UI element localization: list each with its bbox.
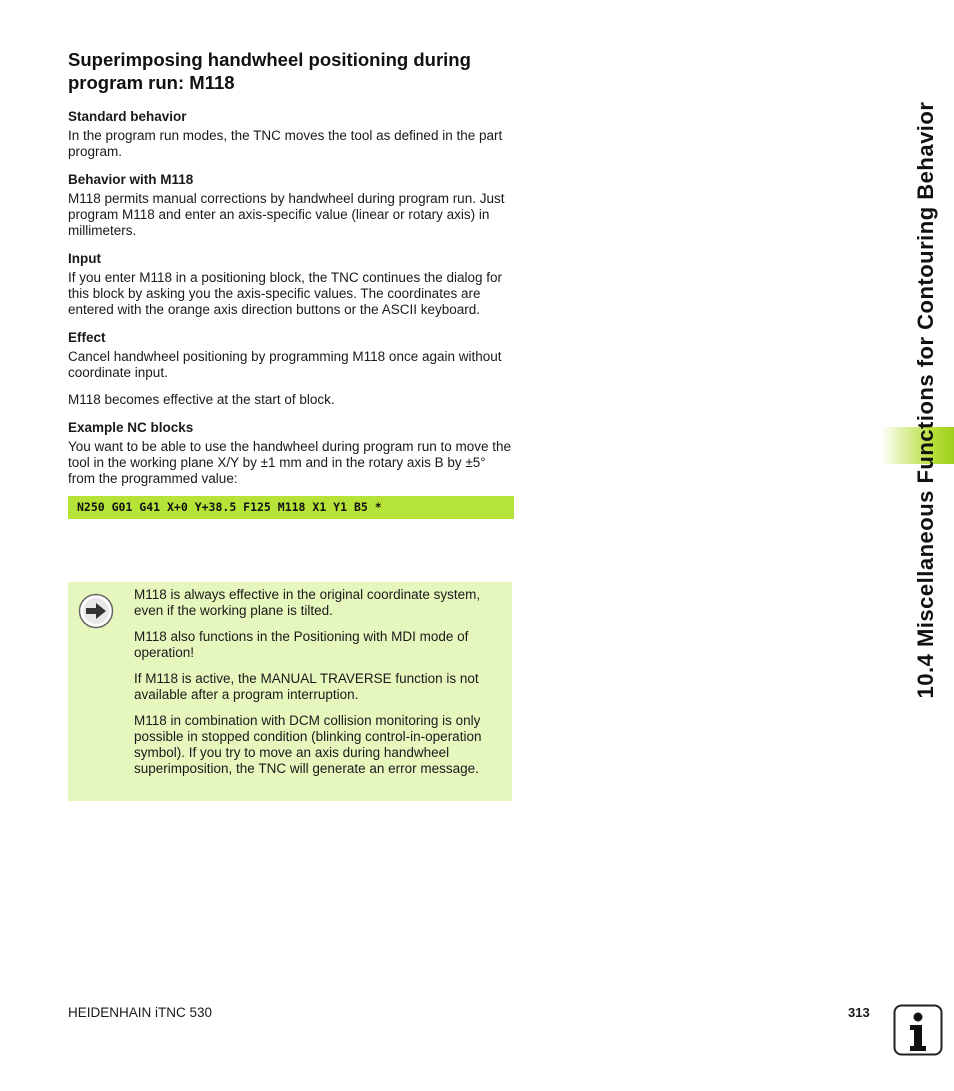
section-example-nc-blocks (68, 419, 514, 519)
note-paragraph: If M118 is active, the MANUAL TRAVERSE function is not available after a program interruption. (134, 671, 479, 702)
chapter-side-title: 10.4 Miscellaneous Functions for Contouring Behavior (913, 101, 938, 699)
info-icon (893, 1004, 943, 1056)
note-paragraph: M118 in combination with DCM collision monitoring is only possible in stopped condition (blinking control-in-operation symbol). If you try to move an axis during handwheel superimposition, the TNC will generate an error message. (134, 713, 482, 776)
section-title: Effect (68, 330, 106, 345)
note-paragraph: M118 also functions in the Positioning with MDI mode of operation! (134, 629, 469, 660)
section-title: Input (68, 251, 101, 266)
paragraph: If you enter M118 in a positioning block, the TNC continues the dialog for this block by asking you the axis-specific values. The coordinates are entered with the orange axis direction buttons or the ASCII keyboard. (68, 270, 503, 317)
page-heading: Superimposing handwheel positioning during program run: M118 (68, 49, 471, 93)
note-box (68, 582, 512, 801)
section-input (68, 250, 514, 318)
section-title: Behavior with M118 (68, 172, 194, 187)
section-title: Example NC blocks (68, 420, 194, 435)
paragraph: In the program run modes, the TNC moves the tool as defined in the part program. (68, 128, 503, 159)
paragraph: You want to be able to use the handwheel during program run to move the tool in the working plane X/Y by ±1 mm and in the rotary axis B by ±5° from the programmed value: (68, 439, 512, 486)
paragraph: M118 permits manual corrections by handwheel during program run. Just program M118 and enter an axis-specific value (linear or rotary axis) in millimeters. (68, 191, 505, 238)
section-standard-behavior (68, 108, 514, 160)
section-effect (68, 329, 514, 408)
main-content (68, 48, 514, 523)
note-text (134, 587, 504, 787)
section-title: Standard behavior (68, 109, 187, 124)
section-behavior-with-m118 (68, 171, 514, 239)
paragraph: Cancel handwheel positioning by programming M118 once again without coordinate input. (68, 349, 502, 380)
page-number: 313 (848, 1005, 870, 1020)
paragraph: M118 becomes effective at the start of block. (68, 392, 335, 407)
note-paragraph: M118 is always effective in the original coordinate system, even if the working plane is tilted. (134, 587, 481, 618)
footer-product: HEIDENHAIN iTNC 530 (68, 1005, 213, 1020)
arrow-right-icon (78, 593, 114, 629)
nc-code-block: N250 G01 G41 X+0 Y+38.5 F125 M118 X1 Y1 B5 * (68, 496, 514, 519)
